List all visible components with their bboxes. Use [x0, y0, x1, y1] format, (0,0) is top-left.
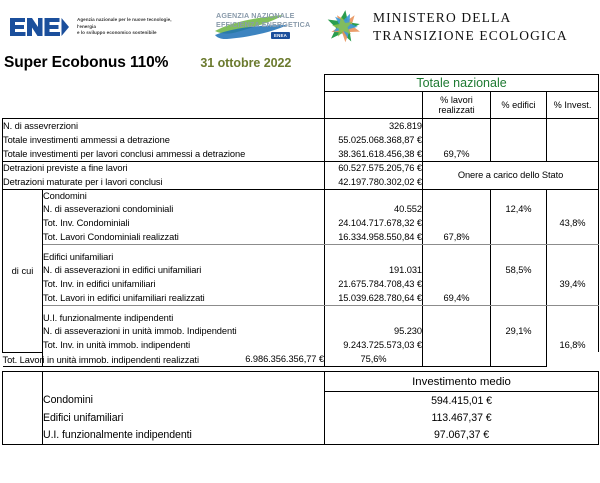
row-value-inv-condominiali: 24.104.717.678,32 €: [325, 216, 423, 230]
row-invest-inv-ui: 16,8%: [547, 338, 599, 352]
column-header-lavori-realizzati: [423, 92, 491, 119]
column-header-edifici: % edifici: [491, 92, 547, 119]
row-invest-lavori-ui: [491, 352, 547, 366]
table-row: [3, 277, 599, 291]
row-value-asseverazioni-condominiali: 40.552: [325, 202, 423, 216]
row-label-lavori-unifamiliari: Tot. Lavori in edifici unifamiliari realizzati: [43, 291, 325, 305]
footer-left-spacer-1: [3, 392, 43, 410]
section-unifamiliari-title-edifici: [491, 251, 547, 264]
row-invest-tot-investimenti: [547, 133, 599, 147]
row-invest-asseverazioni: [547, 119, 599, 133]
di-cui-label: di cui: [3, 189, 43, 352]
row-value-inv-unifamiliari: 21.675.784.708,43 €: [325, 277, 423, 291]
row-lavori-inv-unifamiliari: [423, 277, 491, 291]
section-unifamiliari-title-value: [325, 251, 423, 264]
aee-line2: EFFICIENZA ENERGETICA: [216, 20, 311, 30]
row-invest-asseverazioni-ui: [547, 324, 599, 338]
row-value-inv-ui: 9.243.725.573,03 €: [325, 338, 423, 352]
section-condomini-title-row: [3, 189, 599, 202]
row-lavori-lavori-condominiali: 67,8%: [423, 230, 491, 244]
row-lavori-asseverazioni: [423, 119, 491, 133]
col-lavori-l1: % lavori: [440, 94, 473, 105]
table-row: [3, 338, 599, 352]
row-invest-lavori-conclusi: [547, 147, 599, 161]
section-ui-title-invest: [547, 312, 599, 325]
row-value-detrazioni-maturate: 42.197.780.302,02 €: [325, 175, 423, 189]
row-edifici-lavori-ui: [423, 352, 491, 366]
ministero-line2: TRANSIZIONE ECOLOGICA: [373, 28, 568, 43]
footer-row: [3, 409, 599, 427]
table-row: [3, 147, 599, 161]
aee-text: [216, 11, 310, 29]
footer-label-edifici-unifamiliari: Edifici unifamiliari: [43, 411, 124, 424]
section-condomini-title-invest: [547, 189, 599, 202]
section-unifamiliari-title-row: [3, 251, 599, 264]
row-invest-lavori-unifamiliari: [547, 291, 599, 305]
ecobonus-data-table: [2, 74, 599, 445]
enea-tagline-line2: e lo sviluppo economico sostenibile: [77, 30, 157, 36]
section-ui-title-edifici: [491, 312, 547, 325]
aee-line1: AGENZIA NAZIONALE: [216, 11, 295, 20]
group-header-totale-nazionale: Totale nazionale: [325, 75, 599, 92]
row-invest-asseverazioni-unifamiliari: [547, 263, 599, 277]
row-lavori-lavori-ui: 75,6%: [325, 352, 423, 366]
row-label-lavori-ui: Tot. Lavori in unità immob. indipendenti realizzati: [3, 352, 43, 366]
column-header-invest: % Invest.: [547, 92, 599, 119]
page-title: Super Ecobonus 110%: [4, 54, 169, 71]
row-value-asseverazioni-ui: 95.230: [325, 324, 423, 338]
section-unifamiliari-title-lavori: [423, 251, 491, 264]
row-value-lavori-ui: 6.986.356.356,77 €: [43, 352, 325, 366]
row-value-lavori-condominiali: 16.334.958.550,84 €: [325, 230, 423, 244]
row-lavori-conclusi-pct: 69,7%: [423, 147, 491, 161]
footer-row: [3, 427, 599, 445]
star-icon: [323, 7, 363, 47]
row-label-detrazioni-previste: Detrazioni previste a fine lavori: [3, 161, 325, 175]
row-edifici-asseverazioni: [491, 119, 547, 133]
table-row: [3, 119, 599, 133]
table-row: [3, 230, 599, 244]
row-label-inv-condominiali: Tot. Inv. Condominiali: [43, 218, 130, 229]
footer-empty-label: [43, 372, 325, 392]
row-edifici-asseverazioni-unifamiliari: 58,5%: [491, 263, 547, 277]
row-value-asseverazioni-unifamiliari: 191.031: [325, 263, 423, 277]
onere-stato-note: Onere a carico dello Stato: [423, 161, 599, 189]
ministero-line1: MINISTERO DELLA: [373, 10, 512, 26]
row-label-asseverazioni: N. di assevrerzioni: [3, 119, 325, 133]
row-label-detrazioni-maturate: Detrazioni maturate per i lavori conclusi: [3, 175, 325, 189]
footer-empty-left: [3, 372, 43, 392]
row-label-inv-ui: Tot. Inv. in unità immob. indipendenti: [43, 340, 191, 351]
table-row: [3, 216, 599, 230]
row-value-lavori-conclusi: 38.361.618.456,38 €: [325, 147, 423, 161]
section-condomini-title-edifici: [491, 189, 547, 202]
row-value-detrazioni-previste: 60.527.575.205,76 €: [325, 161, 423, 175]
row-edifici-lavori-conclusi: [491, 147, 547, 161]
row-invest-asseverazioni-condominiali: [547, 202, 599, 216]
footer-left-spacer-3: [3, 427, 43, 445]
row-value-tot-investimenti: 55.025.068.368,87 €: [325, 133, 423, 147]
enea-tagline-line1: Agenzia nazionale per le nuove tecnologie, l'energia: [77, 17, 172, 29]
footer-value-condomini: 594.415,01 €: [325, 392, 599, 410]
brand-header: [0, 0, 600, 52]
row-edifici-asseverazioni-condominiali: 12,4%: [491, 202, 547, 216]
section-condomini-title-value: [325, 189, 423, 202]
section-ui-indipendenti-title-row: [3, 312, 599, 325]
footer-label-condomini: Condomini: [43, 394, 93, 407]
table-row: [3, 202, 599, 216]
row-label-asseverazioni-unifamiliari: N. di asseverazioni in edifici unifamiliari: [43, 265, 202, 276]
table-group-header-row: [3, 75, 599, 92]
row-edifici-tot-investimenti: [491, 133, 547, 147]
row-edifici-inv-condominiali: [491, 216, 547, 230]
row-label-inv-unifamiliari: Tot. Inv. in edifici unifamiliari: [43, 279, 156, 290]
section-unifamiliari-title-invest: [547, 251, 599, 264]
row-edifici-inv-ui: [491, 338, 547, 352]
section-title-condomini: Condomini: [43, 189, 325, 202]
section-ui-title-lavori: [423, 312, 491, 325]
row-invest-inv-condominiali: 43,8%: [547, 216, 599, 230]
row-value-lavori-unifamiliari: 15.039.628.780,64 €: [325, 291, 423, 305]
ministero-text: [373, 9, 568, 45]
row-value-asseverazioni: 326.819: [325, 119, 423, 133]
enea-wordmark-icon: [8, 14, 70, 40]
section-condomini-title-lavori: [423, 189, 491, 202]
row-edifici-lavori-condominiali: [491, 230, 547, 244]
row-edifici-inv-unifamiliari: [491, 277, 547, 291]
row-label-asseverazioni-condominiali: N. di asseverazioni condominiali: [43, 204, 174, 215]
table-row: [3, 161, 599, 175]
row-lavori-asseverazioni-ui: [423, 324, 491, 338]
footer-value-ui-indipendenti: 97.067,37 €: [325, 427, 599, 445]
row-invest-inv-unifamiliari: 39,4%: [547, 277, 599, 291]
footer-label-ui-indipendenti: U.I. funzionalmente indipendenti: [43, 427, 325, 445]
footer-header-investimento-medio: Investimento medio: [325, 372, 599, 392]
row-lavori-inv-ui: [423, 338, 491, 352]
footer-left-spacer-2: [3, 409, 43, 427]
row-lavori-asseverazioni-condominiali: [423, 202, 491, 216]
row-lavori-lavori-unifamiliari: 69,4%: [423, 291, 491, 305]
footer-value-edifici-unifamiliari: 113.467,37 €: [325, 409, 599, 427]
footer-header-row: [3, 372, 599, 392]
table-row: [3, 352, 599, 366]
row-edifici-asseverazioni-ui: 29,1%: [491, 324, 547, 338]
agenzia-efficienza-energetica-logo: [213, 7, 309, 47]
row-lavori-tot-investimenti: [423, 133, 491, 147]
enea-logo: [8, 14, 187, 40]
table-row: [3, 291, 599, 305]
aee-enea-badge: ENEA: [271, 32, 290, 39]
table-row: [3, 324, 599, 338]
row-lavori-inv-condominiali: [423, 216, 491, 230]
row-invest-lavori-condominiali: [547, 230, 599, 244]
enea-tagline: [77, 17, 187, 37]
section-title-ui-indipendenti: U.I. funzionalmente indipendenti: [43, 312, 174, 323]
section-ui-title-value: [325, 312, 423, 325]
title-row: [0, 52, 600, 74]
row-edifici-lavori-unifamiliari: [491, 291, 547, 305]
col-lavori-l2: realizzati: [438, 105, 475, 115]
section-title-edifici-unifamiliari: Edifici unifamiliari: [43, 251, 114, 262]
row-label-asseverazioni-ui: N. di asseverazioni in unità immob. Indipendenti: [43, 326, 237, 337]
row-label-tot-investimenti: Totale investimenti ammessi a detrazione: [3, 133, 325, 147]
row-label-lavori-condominiali: Tot. Lavori Condominiali realizzati: [43, 230, 325, 244]
ministero-transizione-ecologica-logo: [323, 7, 568, 47]
row-label-lavori-conclusi: Totale investimenti per lavori conclusi ammessi a detrazione: [3, 147, 325, 161]
table-row: [3, 133, 599, 147]
table-row: [3, 263, 599, 277]
row-lavori-asseverazioni-unifamiliari: [423, 263, 491, 277]
table-column-header-row: [3, 92, 599, 119]
footer-row: [3, 392, 599, 410]
report-date: 31 ottobre 2022: [200, 56, 292, 70]
